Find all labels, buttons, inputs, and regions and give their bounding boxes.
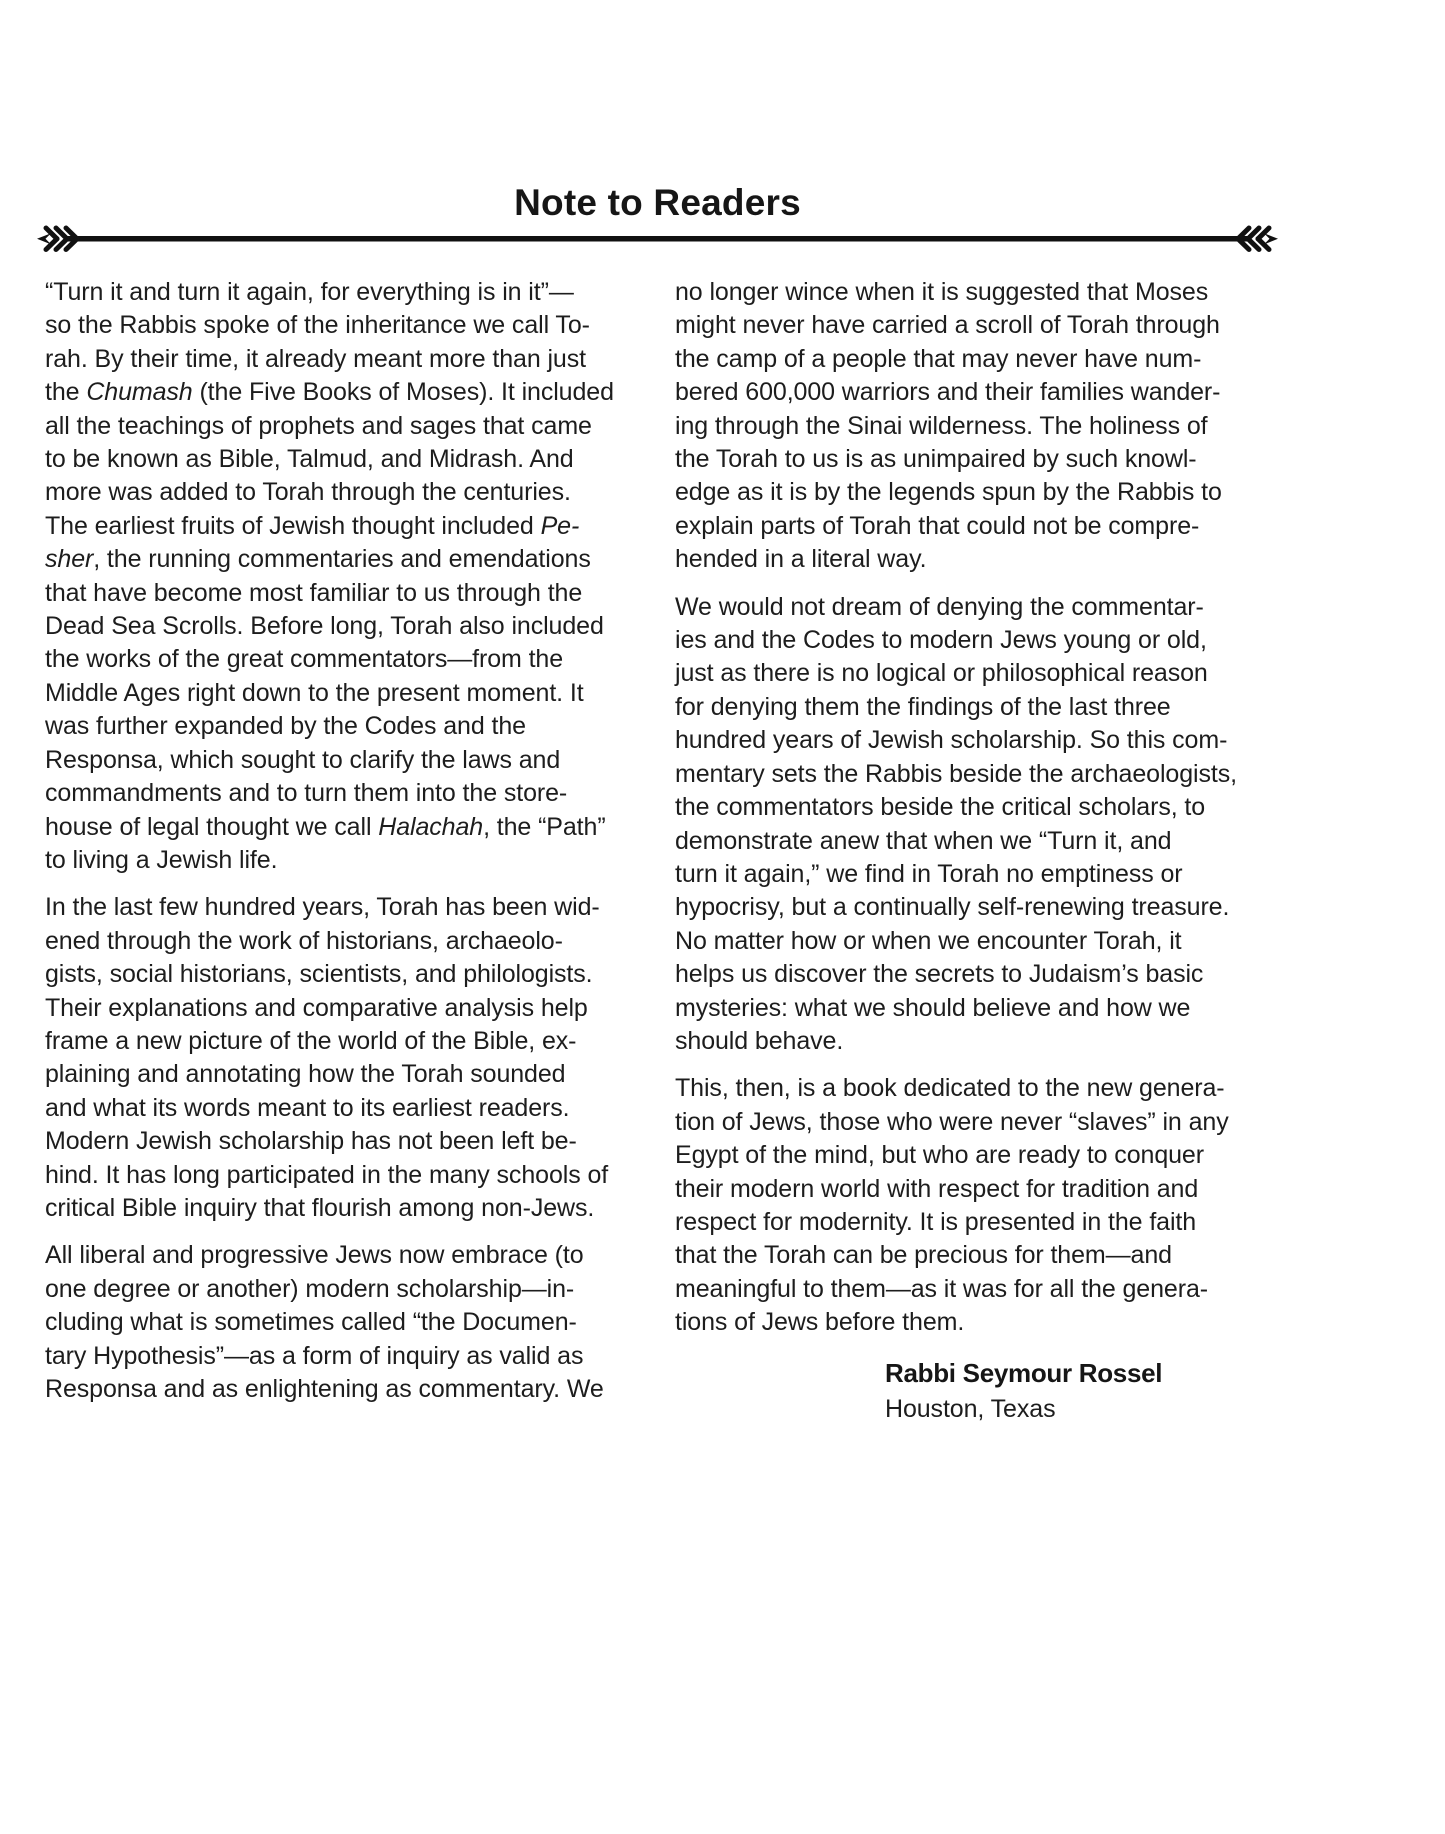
rule-line	[65, 236, 1250, 242]
text-line: that the Torah can be precious for them—and	[675, 1241, 1172, 1270]
text-line: more was added to Torah through the centuries.	[45, 478, 571, 507]
text-line: the commentators beside the critical scholars, to	[675, 793, 1206, 822]
text-line: hind. It has long participated in the many schools of	[45, 1160, 609, 1189]
text-line: the camp of a people that may never have num-	[675, 344, 1202, 373]
paragraph	[675, 276, 1275, 577]
header-rule	[35, 221, 1280, 255]
text-line: The earliest fruits of Jewish thought included Pe-	[45, 511, 580, 540]
text-line: and what its words meant to its earliest readers.	[45, 1093, 570, 1122]
paragraph	[45, 1239, 645, 1406]
text-line: rah. By their time, it already meant more than just	[45, 344, 586, 373]
text-line: helps us discover the secrets to Judaism’s basic	[675, 960, 1204, 989]
text-line: bered 600,000 warriors and their families wander-	[675, 378, 1221, 407]
paragraph	[45, 891, 645, 1225]
text-line: the Chumash (the Five Books of Moses). It included	[45, 378, 614, 407]
text-line: Middle Ages right down to the present moment. It	[45, 678, 584, 707]
text-line: demonstrate anew that when we “Turn it, and	[675, 826, 1172, 855]
text-line: mentary sets the Rabbis beside the archaeologists,	[675, 759, 1237, 788]
signature-name: Rabbi Seymour Rossel	[885, 1357, 1163, 1388]
signature-location: Houston, Texas	[885, 1394, 1056, 1423]
text-line: the works of the great commentators—from the	[45, 645, 564, 674]
text-line: tions of Jews before them.	[675, 1308, 965, 1337]
text-line: Modern Jewish scholarship has not been left be-	[45, 1127, 577, 1156]
text-line: mysteries: what we should believe and how we	[675, 993, 1191, 1022]
text-line: hended in a literal way.	[675, 545, 927, 574]
text-line: sher, the running commentaries and emendations	[45, 545, 591, 574]
text-line: We would not dream of denying the commentar-	[675, 592, 1204, 621]
text-line: one degree or another) modern scholarship—in-	[45, 1274, 575, 1303]
text-line: that have become most familiar to us through the	[45, 578, 583, 607]
text-line: This, then, is a book dedicated to the new genera-	[675, 1074, 1225, 1103]
text-line: was further expanded by the Codes and the	[45, 712, 526, 741]
text-line: their modern world with respect for tradition and	[675, 1174, 1199, 1203]
text-column-left	[45, 276, 645, 1420]
text-line: plaining and annotating how the Torah sounded	[45, 1060, 566, 1089]
text-line: All liberal and progressive Jews now embrace (to	[45, 1241, 584, 1270]
text-line: house of legal thought we call Halachah, the “Path”	[45, 812, 606, 841]
text-line: just as there is no logical or philosophical reason	[675, 659, 1208, 688]
text-line: “Turn it and turn it again, for everything is in it”—	[45, 278, 574, 306]
text-line: ing through the Sinai wilderness. The holiness of	[675, 411, 1208, 440]
text-line: explain parts of Torah that could not be compre-	[675, 511, 1200, 540]
text-line: for denying them the findings of the last three	[675, 692, 1171, 721]
text-line: ies and the Codes to modern Jews young or old,	[675, 626, 1207, 655]
text-line: the Torah to us is as unimpaired by such knowl-	[675, 445, 1197, 474]
paragraph	[45, 276, 645, 877]
paragraph	[675, 591, 1275, 1059]
text-line: ened through the work of historians, archaeolo-	[45, 926, 563, 955]
text-line: to be known as Bible, Talmud, and Midrash. And	[45, 445, 574, 474]
text-line: meaningful to them—as it was for all the genera-	[675, 1274, 1208, 1303]
text-line: Egypt of the mind, but who are ready to conquer	[675, 1141, 1204, 1170]
text-line: respect for modernity. It is presented in the faith	[675, 1207, 1197, 1236]
text-line: In the last few hundred years, Torah has been wid-	[45, 893, 600, 922]
text-line: Responsa and as enlightening as commentary. We	[45, 1375, 604, 1403]
signature-block	[675, 1354, 1275, 1426]
text-line: turn it again,” we find in Torah no emptiness or	[675, 859, 1183, 888]
text-line: hypocrisy, but a continually self-renewing treasure.	[675, 893, 1230, 922]
text-line: so the Rabbis spoke of the inheritance we call To-	[45, 311, 590, 340]
text-line: tion of Jews, those who were never “slaves” in any	[675, 1107, 1229, 1136]
text-line: should behave.	[675, 1026, 844, 1055]
text-column-right	[675, 276, 1275, 1426]
text-line: might never have carried a scroll of Torah through	[675, 311, 1220, 340]
text-line: all the teachings of prophets and sages that came	[45, 411, 592, 440]
text-line: commandments and to turn them into the store-	[45, 779, 568, 808]
page-title: Note to Readers	[514, 182, 801, 223]
text-line: hundred years of Jewish scholarship. So this com-	[675, 726, 1228, 755]
paragraph	[675, 1072, 1275, 1339]
text-line: Responsa, which sought to clarify the laws and	[45, 745, 561, 774]
text-line: tary Hypothesis”—as a form of inquiry as valid as	[45, 1341, 584, 1370]
text-line: gists, social historians, scientists, and philologists.	[45, 960, 593, 989]
text-line: critical Bible inquiry that flourish among non-Jews.	[45, 1193, 595, 1222]
text-line: cluding what is sometimes called “the Documen-	[45, 1308, 577, 1337]
text-line: Dead Sea Scrolls. Before long, Torah also included	[45, 612, 604, 641]
text-line: Their explanations and comparative analysis help	[45, 993, 588, 1022]
text-line: frame a new picture of the world of the Bible, ex-	[45, 1026, 577, 1055]
text-line: no longer wince when it is suggested that Moses	[675, 278, 1209, 306]
text-line: No matter how or when we encounter Torah, it	[675, 926, 1182, 955]
text-line: edge as it is by the legends spun by the Rabbis to	[675, 478, 1222, 507]
text-line: to living a Jewish life.	[45, 845, 278, 874]
